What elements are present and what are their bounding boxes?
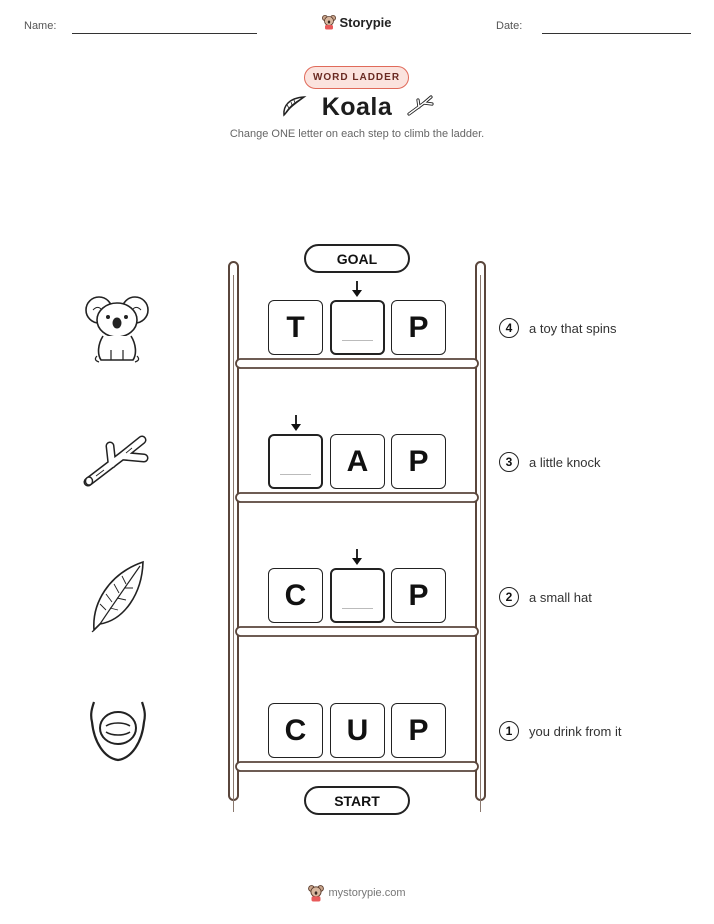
letter-tile: U: [330, 703, 385, 758]
letter-tile: T: [268, 300, 323, 355]
letter-tile: P: [391, 434, 446, 489]
step-number: 4: [499, 318, 519, 338]
down-arrow-icon: [290, 415, 302, 431]
instructions: Change ONE letter on each step to climb the ladder.: [229, 128, 485, 140]
page-title: Koala: [321, 93, 393, 121]
clue-text: a small hat: [529, 590, 592, 605]
footer-url[interactable]: mystorypie.com: [328, 887, 406, 899]
start-label: START: [304, 786, 410, 815]
blank-letter-tile[interactable]: [330, 568, 385, 623]
clue-text: you drink from it: [529, 724, 622, 739]
name-line[interactable]: [72, 33, 257, 34]
clue-text: a little knock: [529, 455, 601, 470]
goal-label: GOAL: [304, 244, 410, 273]
ladder-rung: [236, 627, 478, 636]
down-arrow-icon: [351, 549, 363, 565]
koala-mascot-icon: [308, 884, 324, 902]
down-arrow-icon: [351, 281, 363, 297]
step-number: 1: [499, 721, 519, 741]
blank-letter-tile[interactable]: [268, 434, 323, 489]
brand-name: Storypie: [339, 14, 392, 30]
letter-tile: C: [268, 703, 323, 758]
date-line[interactable]: [542, 33, 691, 34]
eucalyptus-leaf-icon: [88, 560, 148, 634]
ladder-rung: [236, 359, 478, 368]
date-label: Date:: [496, 20, 523, 32]
brand: [0, 14, 714, 30]
word-ladder-badge: WORD LADDER: [304, 66, 409, 89]
step-number: 2: [499, 587, 519, 607]
letter-tile: P: [391, 703, 446, 758]
step-number: 3: [499, 452, 519, 472]
koala-mascot-icon: [322, 14, 336, 30]
ladder-rung: [236, 762, 478, 771]
branch-icon: [406, 94, 436, 118]
blank-letter-tile[interactable]: [330, 300, 385, 355]
letter-tile: P: [391, 568, 446, 623]
letter-tile: P: [391, 300, 446, 355]
letter-tile: A: [330, 434, 385, 489]
branch-icon: [82, 434, 154, 490]
clue-text: a toy that spins: [529, 321, 617, 336]
ladder-rung: [236, 493, 478, 502]
name-label: Name:: [24, 20, 57, 32]
footer: [0, 884, 714, 902]
cup-icon: [86, 698, 150, 764]
koala-icon: [82, 290, 152, 364]
letter-tile: C: [268, 568, 323, 623]
